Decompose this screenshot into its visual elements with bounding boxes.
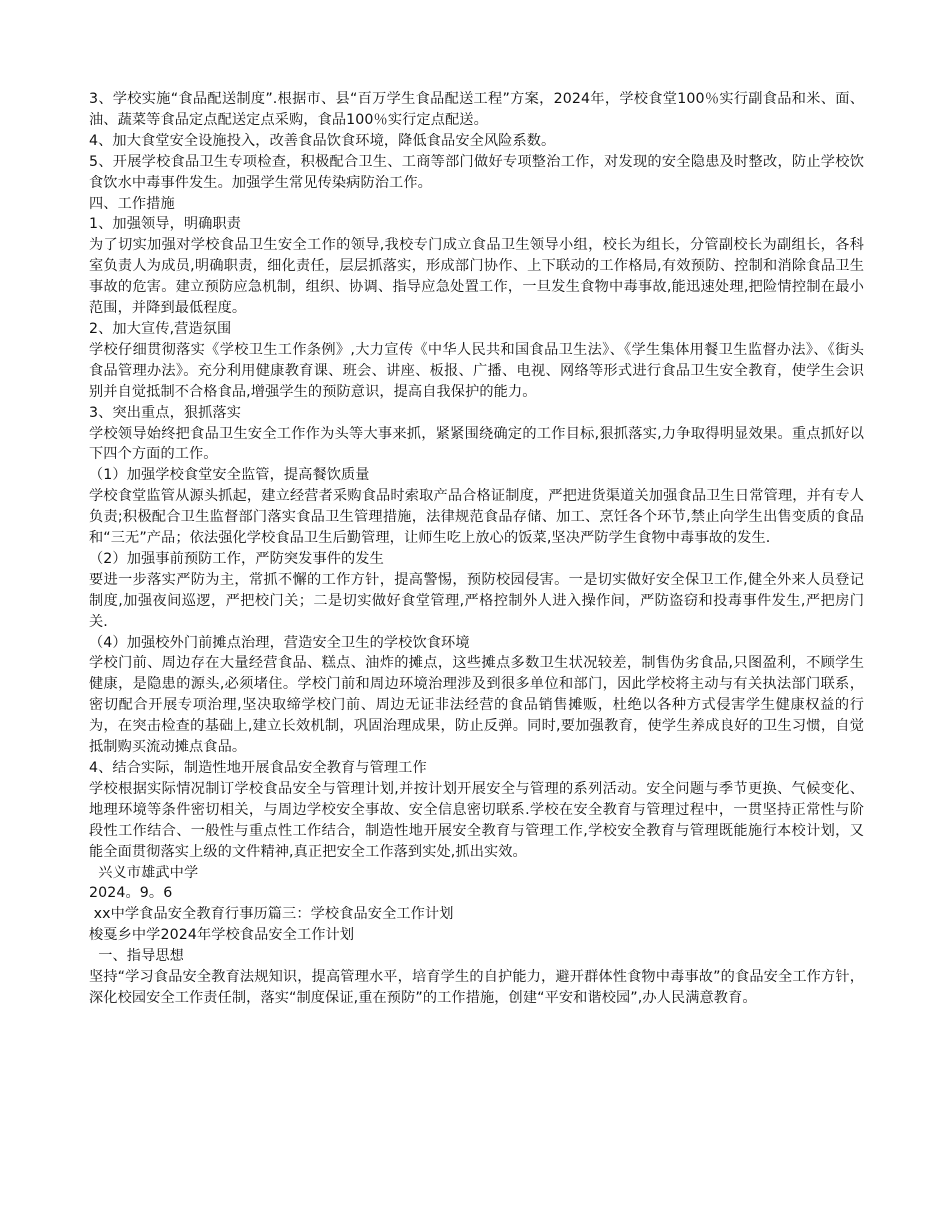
- subheading-vendor-control: （4）加强校外门前摊点治理，营造安全卫生的学校饮食环境: [89, 634, 470, 651]
- subheading-education: 4、结合实际，制造性地开展食品安全教育与管理工作: [89, 760, 427, 776]
- article-title: xx中学食品安全教育行事历篇三：学校食品安全工作计划: [89, 906, 454, 923]
- subheading-key-points: 3、突出重点，狠抓落实: [89, 404, 242, 421]
- section-heading-guiding-thought: 一、指导思想: [89, 948, 184, 965]
- subheading-publicity: 2、加大宣传,营造氛围: [89, 320, 232, 337]
- paragraph-item-5: 5、开展学校食品卫生专项检查，积极配合卫生、工商等部门做好专项整治工作，对发现的安全隐患及时整改，防止学校饮食饮水中毒事件发生。加强学生常见传染病防治工作。: [89, 153, 864, 191]
- paragraph-prevention: 要进一步落实严防为主，常抓不懈的工作方针，提高警惕，预防校园侵害。一是切实做好安全保卫工作,健全外来人员登记制度,加强夜间巡逻，严把校门关；二是切实做好食堂管理,严格控制外人进入操作间，严防盗窃和投毒事件发生,严把房门关.: [89, 571, 864, 630]
- subheading-prevention: （2）加强事前预防工作，严防突发事件的发生: [89, 550, 384, 567]
- paragraph-item-3: 3、学校实施“食品配送制度”.根据市、县“百万学生食品配送工程”方案，2024年，学校食堂100％实行副食品和米、面、油、蔬菜等食品定点配送定点采购，食品100％实行定点配送。: [89, 91, 864, 128]
- paragraph-guiding-thought: 坚持“学习食品安全教育法规知识，提高管理水平，培育学生的自护能力，避开群体性食物中毒事故”的食品安全工作方针，深化校园安全工作责任制，落实“制度保证,重在预防”的工作措施，创建“平安和谐校园”,办人民满意教育。: [89, 969, 864, 1006]
- paragraph-canteen-supervision: 学校食堂监管从源头抓起，建立经营者采购食品时索取产品合格证制度，严把进货渠道关加强食品卫生日常管理，并有专人负责;积极配合卫生监督部门落实食品卫生管理措施，法律规范食品存储、加工、烹饪各个环节,禁止向学生出售变质的食品和“三无”产品；依法强化学校食品卫生后勤管理，让师生吃上放心的饭菜,坚决严防学生食物中毒事故的发生.: [89, 488, 864, 547]
- paragraph-vendor-control: 学校门前、周边存在大量经营食品、糕点、油炸的摊点，这些摊点多数卫生状况较差，制售伪劣食品,只图盈利，不顾学生健康，是隐患的源头,必须堵住。学校门前和周边环境治理涉及到很多单位和部门，因此学校将主动与有关执法部门联系，密切配合开展专项治理,坚决取缔学校门前、周边无证非法经营的食品销售摊贩，杜绝以各种方式侵害学生健康权益的行为，在突击检查的基础上,建立长效机制，巩固治理成果，防止反弹。同时,要加强教育，使学生养成良好的卫生习惯，自觉抵制购买流动摊点食品。: [89, 655, 864, 756]
- signature-school: 兴义市雄武中学: [89, 864, 199, 881]
- subheading-leadership: 1、加强领导，明确职责: [89, 216, 242, 233]
- paragraph-education: 学校根据实际情况制订学校食品安全与管理计划,并按计划开展安全与管理的系列活动。安全问题与季节更换、气候变化、地理环境等条件密切相关，与周边学校安全事故、安全信息密切联系.学校在安全教育与管理过程中，一贯坚持正常性与阶段性工作结合、一般性与重点性工作结合，制造性地开展安全教育与管理工作,学校安全教育与管理既能施行本校计划，又能全面贯彻落实上级的文件精神,真正把安全工作落到实处,抓出实效。: [89, 780, 864, 860]
- paragraph-key-points: 学校领导始终把食品卫生安全工作作为头等大事来抓，紧紧围绕确定的工作目标,狠抓落实,力争取得明显效果。重点抓好以下四个方面的工作。: [89, 425, 864, 463]
- section-heading-work-measures: 四、工作措施: [89, 195, 175, 212]
- paragraph-item-4: 4、加大食堂安全设施投入，改善食品饮食环境，降低食品安全风险系数。: [89, 132, 556, 149]
- subheading-canteen-supervision: （1）加强学校食堂安全监管，提高餐饮质量: [89, 467, 370, 484]
- paragraph-leadership: 为了切实加强对学校食品卫生安全工作的领导,我校专门成立食品卫生领导小组，校长为组长，分管副校长为副组长，各科室负责人为成员,明确职责，细化责任，层层抓落实，形成部门协作、上下联动的工作格局,有效预防、控制和消除食品卫生事故的危害。建立预防应急机制，组织、协调、指导应急处置工作，一旦发生食物中毒事故,能迅速处理,把险情控制在最小范围，并降到最低程度。: [89, 237, 864, 317]
- signature-date: 2024。9。6: [89, 885, 173, 902]
- paragraph-publicity: 学校仔细贯彻落实《学校卫生工作条例》,大力宣传《中华人民共和国食品卫生法》、《学生集体用餐卫生监督办法》、《街头食品管理办法》。充分利用健康教育课、班会、讲座、板报、广播、电视、网络等形式进行食品卫生安全教育，使学生会识别并自觉抵制不合格食品,增强学生的预防意识，提高自我保护的能力。: [89, 341, 864, 400]
- plan-title: 梭戛乡中学2024年学校食品安全工作计划: [89, 927, 355, 944]
- document-body: [89, 89, 864, 1009]
